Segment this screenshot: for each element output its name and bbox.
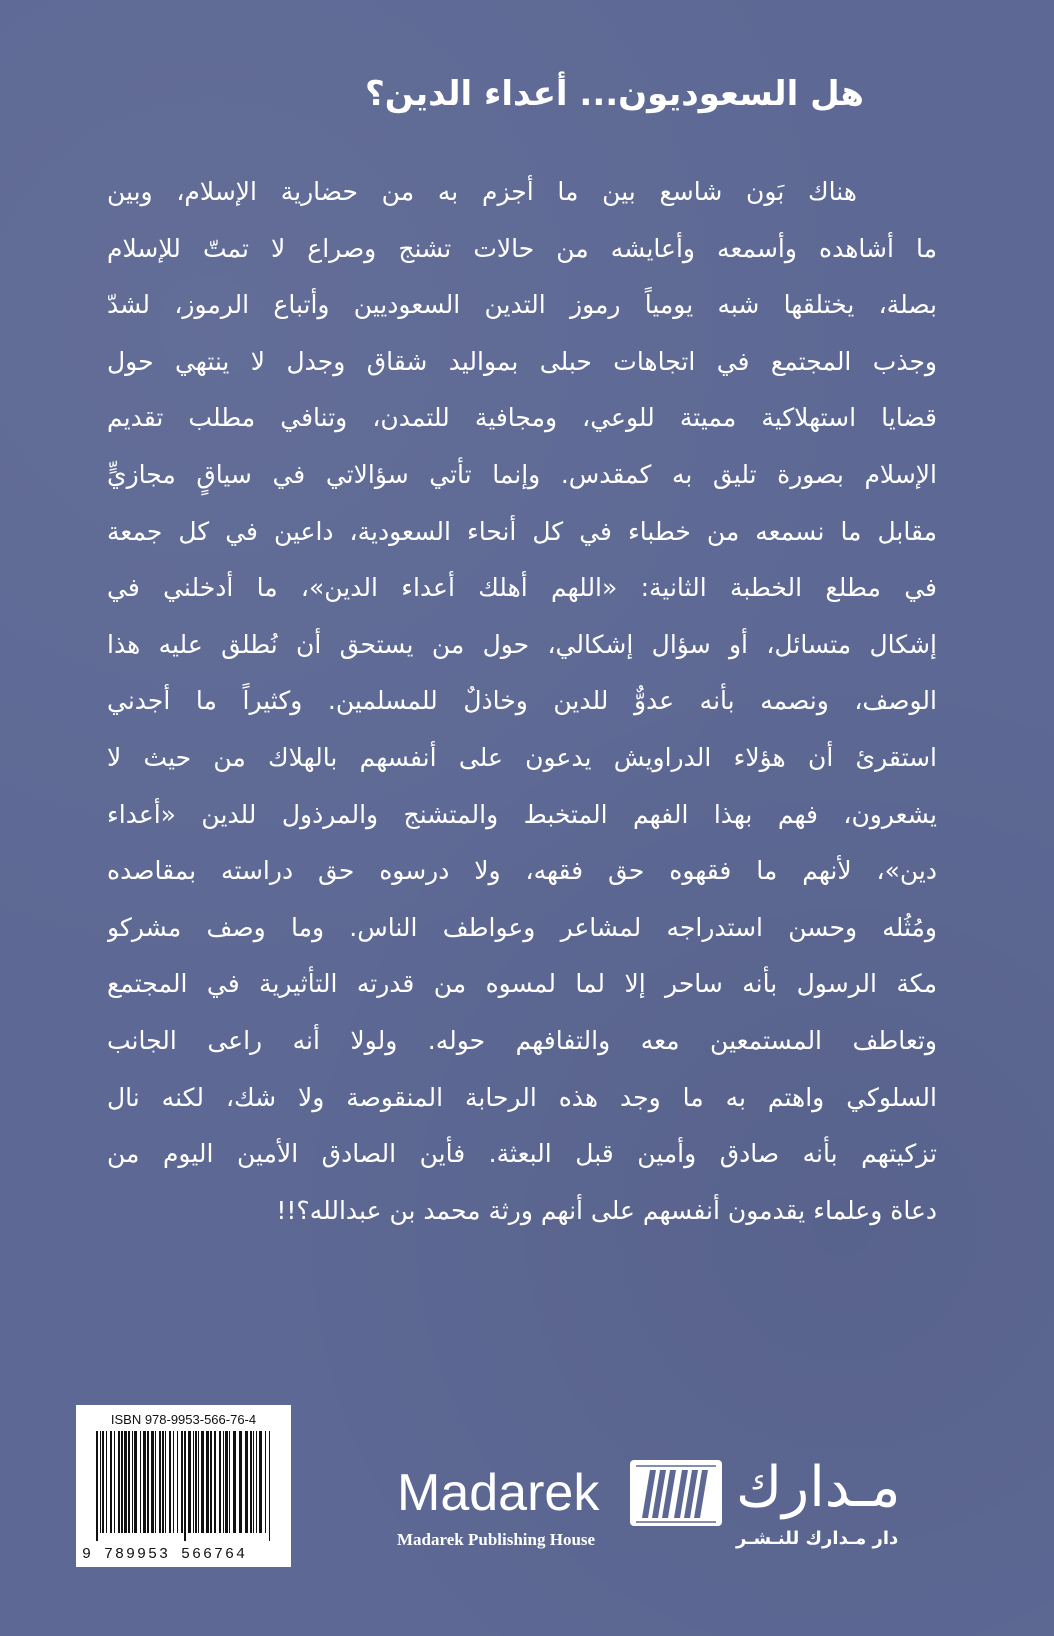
blurb-line: تزكيتهم بأنه صادق وأمين قبل البعثة. فأين الصادق الأمين اليوم من [107, 1139, 937, 1169]
book-title: هل السعوديون... أعداء الدين؟ [365, 74, 864, 114]
isbn-barcode [76, 1405, 291, 1567]
blurb-line: وجذب المجتمع في اتجاهات حبلى بمواليد شقاق وجدل لا ينتهي حول [107, 346, 937, 376]
blurb-line: ما أشاهده وأسمعه وأعايشه من حالات تشنج وصراع لا تمتّ للإسلام [107, 233, 937, 263]
blurb-line: في مطلع الخطبة الثانية: «اللهم أهلك أعداء الدين»، ما أدخلني في [107, 573, 937, 603]
ean-digits: 9 789953 566764 [82, 1546, 248, 1563]
blurb-line: وتعاطف المستمعين معه والتفافهم حوله. ولولا أنه راعى الجانب [107, 1025, 937, 1055]
blurb-line: ومُثُله وحسن استدراجه لمشاعر وعواطف الناس. وما وصف مشركو [107, 912, 937, 942]
publisher-tagline-ar: دار مـدارك للنـشـر [736, 1528, 899, 1549]
blurb-line: مقابل ما نسمعه من خطباء في كل أنحاء السعودية، داعين في كل جمعة [107, 516, 937, 546]
blurb-line: هناك بَون شاسع بين ما أجزم به من حضارية الإسلام، وبين [107, 177, 857, 206]
publisher-logo-icon [628, 1456, 724, 1530]
blurb-line: دين»، لأنهم ما فقهوه حق فقهه، ولا درسوه حق دراسته بمقاصده [107, 856, 937, 886]
blurb-text [107, 164, 937, 1239]
blurb-line: مكة الرسول بأنه ساحر إلا لما لمسوه من قدرته التأثيرية في المجتمع [107, 969, 937, 999]
isbn-label: ISBN 978-9953-566-76-4 [110, 1412, 257, 1427]
publisher-name-en: Madarek [397, 1464, 600, 1522]
blurb-line: دعاة وعلماء يقدمون أنفسهم على أنهم ورثة محمد بن عبدالله؟!! [276, 1195, 937, 1225]
blurb-line: يشعرون، فهم بهذا الفهم المتخبط والمتشنج والمرذول للدين «أعداء [107, 799, 937, 829]
blurb-line: قضايا استهلاكية مميتة للوعي، ومجافية للتمدن، وتنافي مطلب تقديم [107, 403, 937, 433]
blurb-line: الوصف، ونصمه بأنه عدوٌّ للدين وخاذلٌ للمسلمين. وكثيراً ما أجدني [107, 686, 937, 716]
publisher-name-ar: مـدارك [736, 1455, 901, 1520]
blurb-line: إشكال متسائل، أو سؤال إشكالي، حول من يستحق أن نُطلق عليه هذا [107, 629, 937, 659]
publisher-tagline-en: Madarek Publishing House [397, 1530, 596, 1549]
barcode-bars [96, 1431, 272, 1541]
blurb-line: استقرئ أن هؤلاء الدراويش يدعون على أنفسهم بالهلاك من حيث لا [107, 742, 937, 772]
blurb-line: بصلة، يختلقها شبه يومياً رموز التدين السعوديين وأتباع الرموز، لشدّ [107, 290, 937, 320]
blurb-line: الإسلام بصورة تليق به كمقدس. وإنما تأتي سؤالاتي في سياقٍ مجازيٍّ [107, 459, 937, 489]
blurb-line: السلوكي واهتم به ما وجد هذه الرحابة المنقوصة ولا شك، لكنه نال [107, 1082, 937, 1112]
